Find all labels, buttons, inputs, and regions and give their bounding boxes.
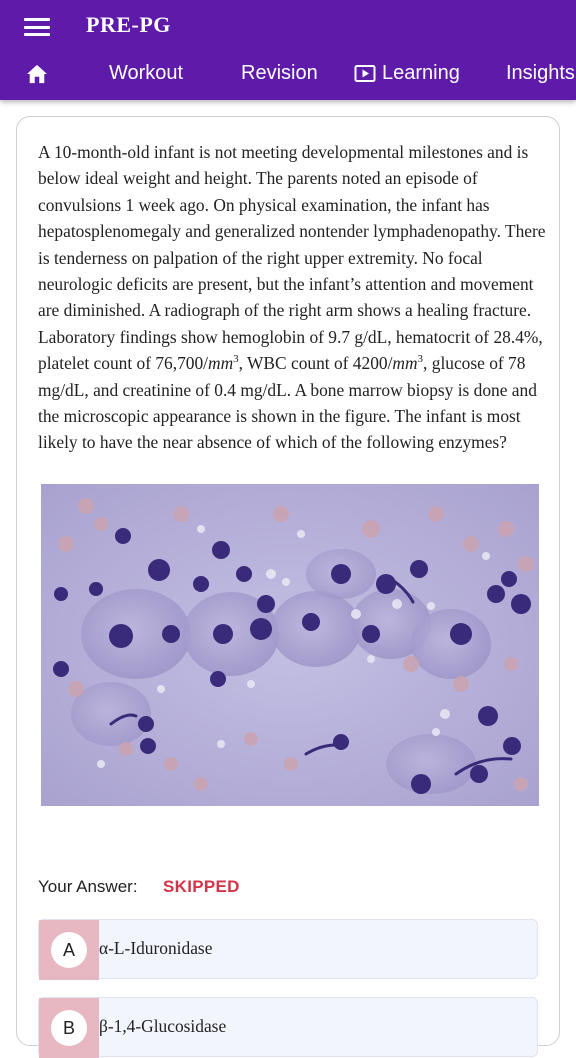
question-card <box>16 116 560 1046</box>
nav-insights[interactable] <box>506 62 575 85</box>
your-answer-label: Your Answer: <box>38 877 138 896</box>
play-video-icon <box>354 64 376 84</box>
option-a[interactable] <box>38 919 538 979</box>
option-text: α-L-Iduronidase <box>99 938 213 958</box>
nav-workout-label: Workout <box>109 62 184 84</box>
exponent-2: 3 <box>417 353 424 366</box>
hamburger-menu-icon[interactable] <box>24 16 50 38</box>
nav-revision[interactable] <box>241 62 318 85</box>
exponent-1: 3 <box>233 353 239 366</box>
top-nav <box>0 52 576 96</box>
question-text <box>38 139 546 456</box>
home-icon[interactable] <box>26 64 48 84</box>
question-part-3: , glucose of 78 mg/dL, and creatinine of 0.4 mg/dL. A bone marrow biopsy is done and the microscopic appearance is shown in the figure. The infant is most likely to have the near absence of which of the following enzymes? <box>38 353 537 453</box>
nav-learning[interactable] <box>354 62 460 85</box>
nav-insights-label: Insights <box>506 62 575 84</box>
app-title: PRE-PG <box>86 12 171 37</box>
app-bar <box>0 0 576 100</box>
option-letter: B <box>51 1010 87 1046</box>
answer-status-badge: SKIPPED <box>163 877 240 896</box>
bone-marrow-micrograph[interactable] <box>41 484 539 806</box>
option-b[interactable] <box>38 997 538 1057</box>
unit-mm-2: mm <box>392 353 418 374</box>
nav-workout[interactable] <box>109 62 183 85</box>
option-letter: A <box>51 932 87 968</box>
unit-mm-1: mm <box>208 353 234 374</box>
option-text: β-1,4-Glucosidase <box>99 1016 227 1036</box>
question-part-1: A 10-month-old infant is not meeting developmental milestones and is below ideal weight and height. The parents noted an episode of convulsions 1 week ago. On physical examination, the infant has hepatosplenomegaly and generalized nontender lymphadenopathy. There is tenderness on palpation of the right upper extremity. No focal neurologic deficits are present, but the infant’s attention and movement are diminished. A radiograph of the right arm shows a healing fracture. Laboratory findings show hemoglobin of 9.7 g/dL, hematocrit of 28.4%, platelet count of 76,700/ <box>38 142 546 374</box>
question-part-2: , WBC count of 4200/ <box>238 353 393 374</box>
nav-learning-label: Learning <box>382 62 460 84</box>
nav-revision-label: Revision <box>241 62 318 84</box>
micrograph-image <box>41 484 539 806</box>
